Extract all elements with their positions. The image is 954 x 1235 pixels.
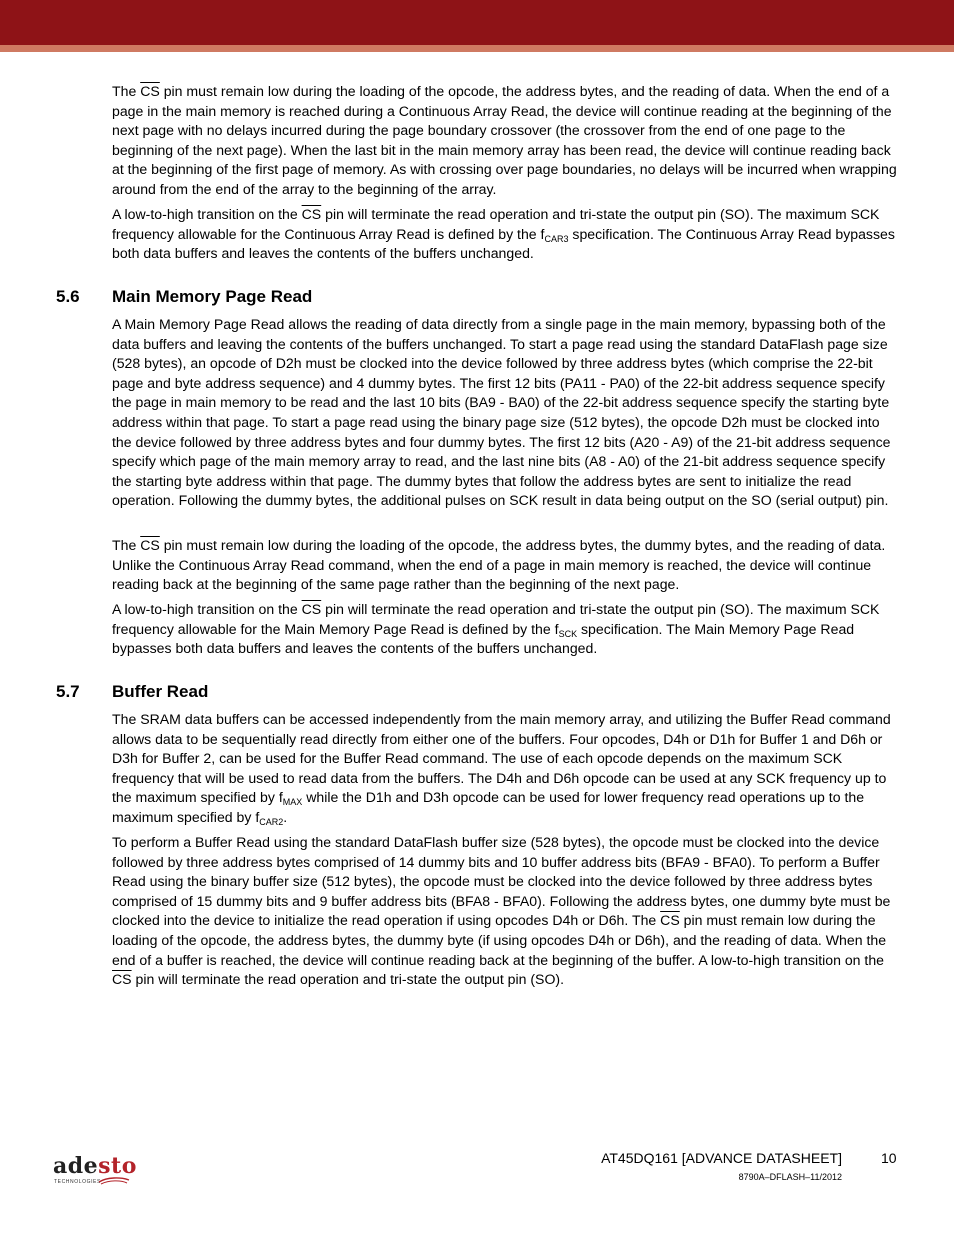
footer-document-code: 8790A–DFLASH–11/2012 <box>738 1172 842 1182</box>
subscript: MAX <box>282 797 303 808</box>
cs-signal: $\overline{CS}$ <box>301 601 322 617</box>
intro-paragraph-1: The $\overline{CS}$ pin must remain low during the loading of the opcode, the address bytes, and the reading of data. When the end of a page in the main memory is reached during a Continuous Array Read, the device will continue reading at the beginning of the next page with no delays incurred during the page boundary crossover (the crossover from the end of one page to the beginning of the next page). When the last bit in the main memory array has been read, the device will continue reading back at the beginning of the first page of memory. As with crossing over page boundaries, no delays will be incurred when wrapping around from the end of the array to the beginning of the array. <box>112 83 897 197</box>
section-5-6-paragraph-3: A low-to-high transition on the $\overline{CS}$ pin will terminate the read operation and tri-state the output pin (SO). The maximum SCK frequency allowable for the Main Memory Page Read is defined by the $f_{SCK}$ specification. The Main Memory Page Read bypasses both data buffers and leaves the contents of the buffers unchanged. <box>112 601 880 657</box>
section-number: 5.7 <box>56 682 80 701</box>
section-5-6-paragraph-2: The $\overline{CS}$ pin must remain low during the loading of the opcode, the address bytes, the dummy bytes, and the reading of data. Unlike the Continuous Array Read command, when the end of a page in main memory is reached, the device will continue reading back at the beginning of the same page rather than the beginning of the next page. <box>112 537 886 593</box>
subscript: CAR3 <box>544 233 569 244</box>
header-stripe <box>0 45 954 52</box>
header-bar <box>0 0 954 45</box>
logo-tagline: TECHNOLOGIES <box>54 1179 101 1185</box>
logo-swoosh-icon <box>97 1176 131 1186</box>
section-title: Buffer Read <box>112 682 209 701</box>
subscript: CAR2 <box>259 816 284 827</box>
section-heading-5-6 <box>56 287 312 307</box>
section-5-7-paragraph-2: To perform a Buffer Read using the standard DataFlash buffer size (528 bytes), the opcode must be clocked into the device followed by three address bytes comprised of 14 dummy bits and 10 buffer address bits (BFA9 - BFA0). To perform a Buffer Read using the binary buffer size (512 bytes), the opcode must be clocked into the device followed by three address bytes comprised of 15 dummy bits and 9 buffer address bits (BFA8 - BFA0). Following the address bytes, one dummy byte must be clocked into the device to initialize the read operation if using opcodes D4h or D6h. The $\overline{CS}$ pin must remain low during the loading of the opcode, the address bytes, the dummy byte (if using opcodes D4h or D6h), and the reading of data. When the end of a buffer is reached, the device will continue reading back at the beginning of the buffer. A low-to-high transition on the $\overline{CS}$ pin will terminate the read operation and tri-state the output pin (SO). <box>112 834 891 988</box>
cs-signal: $\overline{CS}$ <box>112 971 132 988</box>
section-title: Main Memory Page Read <box>112 287 313 306</box>
adesto-logo <box>53 1154 143 1188</box>
section-heading-5-7 <box>56 682 208 702</box>
section-5-6-paragraph-1: A Main Memory Page Read allows the reading of data directly from a single page in the main memory, bypassing both of the data buffers and leaving the contents of the buffers unchanged. To start a page read using the standard DataFlash page size (528 bytes), an opcode of D2h must be clocked into the device followed by three address bytes (which comprise the 22-bit page and byte address sequence) and 4 dummy bytes. The first 12 bits (PA11 - PA0) of the 22-bit address sequence specify the page in main memory to be read and the last 10 bits (BA9 - BA0) of the 22-bit address sequence specify the starting byte address within that page. To start a page read using the binary page size (512 bytes), the opcode D2h must be clocked into the device followed by three address bytes and four dummy bytes. The first 12 bits (A20 - A9) of the 21-bit address sequence specify which page of the main memory array to read, and the last nine bits (A8 - A0) of the 21-bit address sequence specify the starting byte address within that page. The dummy bytes that follow the address bytes are sent to initialize the read operation. Following the dummy bytes, the additional pulses on SCK result in data being output on the SO (serial output) pin. <box>112 316 891 509</box>
cs-signal: $\overline{CS}$ <box>301 206 322 222</box>
cs-signal: $\overline{CS}$ <box>140 537 160 553</box>
footer-document-title: AT45DQ161 [ADVANCE DATASHEET] <box>601 1150 842 1166</box>
cs-signal: $\overline{CS}$ <box>140 83 160 99</box>
cs-signal: $\overline{CS}$ <box>660 912 680 929</box>
page-number: 10 <box>881 1150 897 1166</box>
intro-paragraph-2: A low-to-high transition on the $\overline{CS}$ pin will terminate the read operation and tri-state the output pin (SO). The maximum SCK frequency allowable for the Continuous Array Read is defined by the $f_{CAR3}$ specification. The Continuous Array Read bypasses both data buffers and leaves the contents of the buffers unchanged. <box>112 206 895 262</box>
subscript: SCK <box>558 628 578 639</box>
section-number: 5.6 <box>56 287 80 306</box>
section-5-7-paragraph-1: The SRAM data buffers can be accessed independently from the main memory array, and utilizing the Buffer Read command allows data to be sequentially read directly from either one of the buffers. Four opcodes, D4h or D1h for Buffer 1 and D6h or D3h for Buffer 2, can be used for the Buffer Read command. The use of each opcode depends on the maximum SCK frequency that will be used to read data from the buffers. The D4h and D6h opcode can be used at any SCK frequency up to the maximum specified by $f_{MAX}$ while the D1h and D3h opcode can be used for lower frequency read operations up to the maximum specified by $f_{CAR2}$. <box>112 711 891 827</box>
logo-wordmark: adesto <box>53 1153 137 1179</box>
